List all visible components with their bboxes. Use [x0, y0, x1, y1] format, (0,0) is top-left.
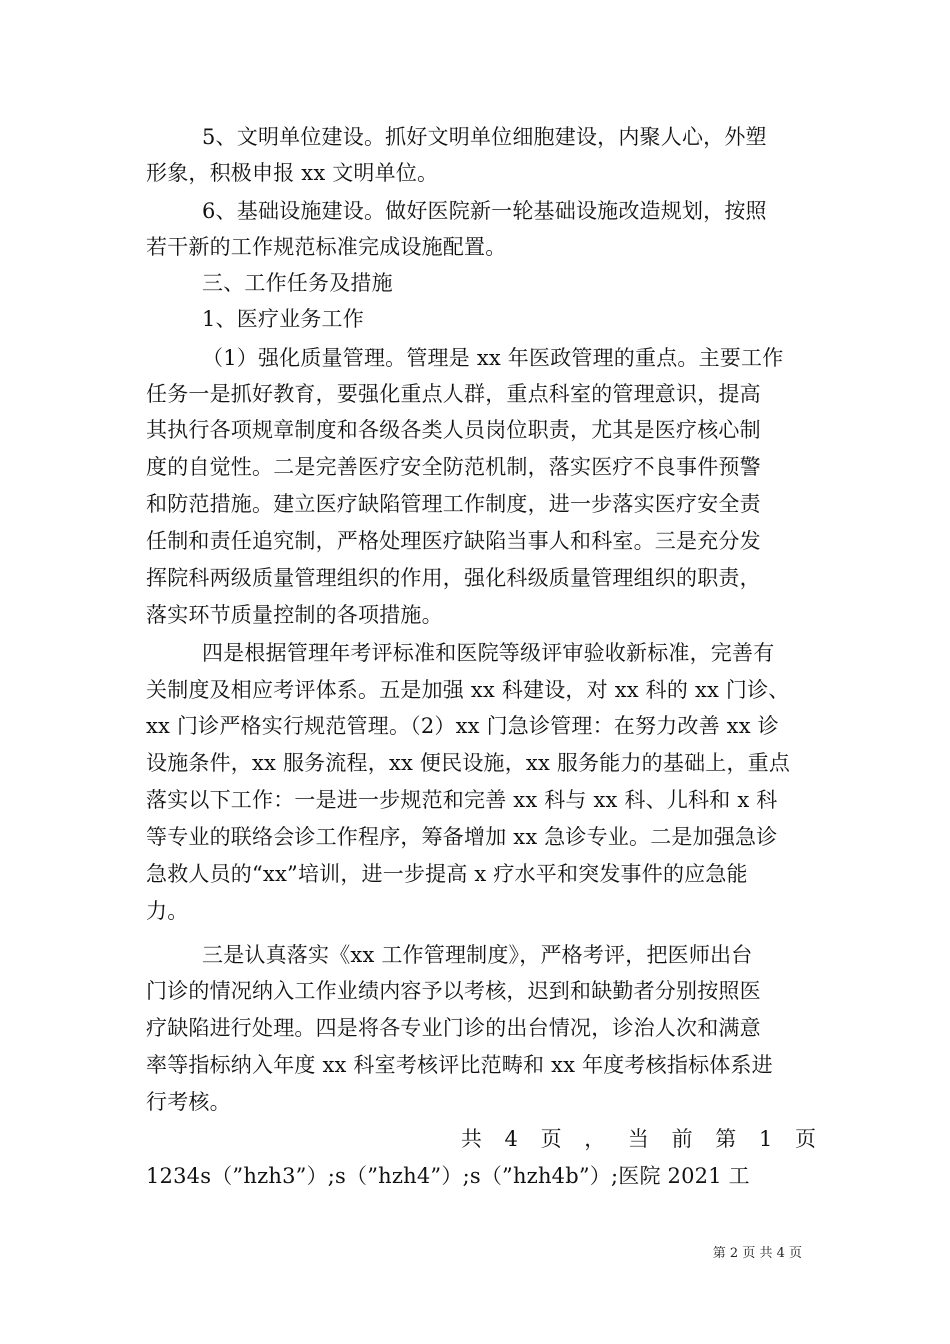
paragraph-line: 关制度及相应考评体系。五是加强 xx 科建设，对 xx 科的 xx 门诊、 [146, 678, 790, 702]
paragraph-line: 其执行各项规章制度和各级各类人员岗位职责，尤其是医疗核心制 [146, 418, 761, 442]
paragraph-line: 落实环节质量控制的各项措施。 [146, 603, 443, 627]
paragraph-line: 等专业的联络会诊工作程序，筹备增加 xx 急诊专业。二是加强急诊 [146, 825, 778, 849]
paragraph-line: 落实以下工作：一是进一步规范和完善 xx 科与 xx 科、儿科和 x 科 [146, 788, 778, 812]
paragraph-line: 四是根据管理年考评标准和医院等级评审验收新标准，完善有 [202, 641, 775, 665]
paragraph-line: 5、文明单位建设。抓好文明单位细胞建设，内聚人心，外塑 [202, 125, 767, 149]
paragraph-line: 任务一是抓好教育，要强化重点人群，重点科室的管理意识，提高 [146, 382, 761, 406]
paragraph-line: 率等指标纳入年度 xx 科室考核评比范畴和 xx 年度考核指标体系进 [146, 1053, 773, 1077]
paragraph-line: 挥院科两级质量管理组织的作用，强化科级质量管理组织的职责， [146, 566, 761, 590]
paragraph-line: 任制和责任追究制，严格处理医疗缺陷当事人和科室。三是充分发 [146, 529, 761, 553]
subsection-heading: 1、医疗业务工作 [202, 307, 364, 331]
paragraph-line: 设施条件，xx 服务流程，xx 便民设施，xx 服务能力的基础上，重点 [146, 751, 791, 775]
paragraph-line: 若干新的工作规范标准完成设施配置。 [146, 235, 507, 259]
paragraph-line: 度的自觉性。二是完善医疗安全防范机制，落实医疗不良事件预警 [146, 455, 761, 479]
section-heading: 三、工作任务及措施 [202, 271, 393, 295]
trailing-code-line: 1234s（”hzh3”）;s（”hzh4”）;s（”hzh4b”）;医院 2021 工 [146, 1164, 750, 1188]
paragraph-line: 形象，积极申报 xx 文明单位。 [146, 161, 439, 185]
page-stat-line: 共 4 页 ， 当 前 第 1 页 [460, 1127, 816, 1151]
paragraph-line: 门诊的情况纳入工作业绩内容予以考核，迟到和缺勤者分别按照医 [146, 979, 761, 1003]
paragraph-line: 急救人员的“xx”培训，进一步提高 x 疗水平和突发事件的应急能 [146, 862, 748, 886]
paragraph-line: 和防范措施。建立医疗缺陷管理工作制度，进一步落实医疗安全责 [146, 492, 761, 516]
paragraph-line: （1）强化质量管理。管理是 xx 年医政管理的重点。主要工作 [202, 346, 784, 370]
paragraph-line: 疗缺陷进行处理。四是将各专业门诊的出台情况，诊治人次和满意 [146, 1016, 761, 1040]
paragraph-line: 三是认真落实《xx 工作管理制度》，严格考评，把医师出台 [202, 943, 753, 967]
paragraph-line: 6、基础设施建设。做好医院新一轮基础设施改造规划，按照 [202, 199, 767, 223]
paragraph-line: xx 门诊严格实行规范管理。（2）xx 门急诊管理：在努力改善 xx 诊 [146, 714, 779, 738]
paragraph-line: 力。 [146, 899, 189, 923]
page-number-footer: 第 2 页 共 4 页 [712, 1246, 802, 1261]
paragraph-line: 行考核。 [146, 1090, 231, 1114]
